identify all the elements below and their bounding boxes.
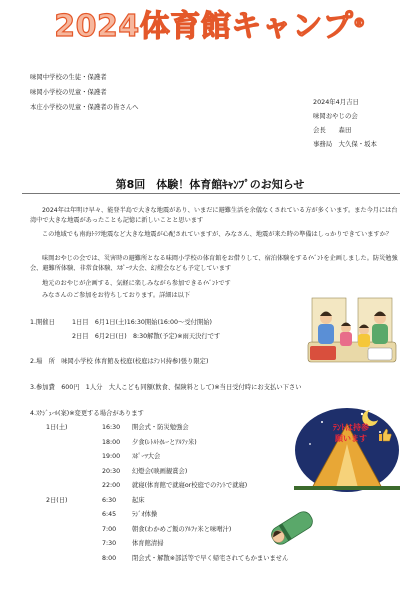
schedule-desc: ｽﾎﾟｰﾂ大会	[132, 453, 161, 460]
schedule-desc: 閉会式・解散※部活等で早く帰宅されてもかまいません	[132, 554, 289, 562]
schedule-desc: ﾗｼﾞｵ体操	[132, 511, 158, 518]
sender-date: 2024年4月吉日	[313, 98, 359, 106]
place-line: 2.場 所 味岡小学校 体育館＆校庭(校庭はﾃﾝﾄ(持参)張り限定)	[30, 358, 209, 365]
schedule-desc: 就寝(体育館で就寝or校庭でのﾃﾝﾄで就寝)	[132, 482, 248, 489]
thumbs-up-icon	[378, 428, 392, 442]
recipient-3: 本庄小学校の児童・保護者の皆さんへ	[30, 103, 139, 111]
paragraph-invite: みなさんのご参加をお待ちしております。詳細は以下	[42, 292, 191, 299]
recipient-1: 味岡中学校の生徒・保護者	[30, 73, 107, 81]
heading-divider	[22, 193, 400, 194]
schedule-title: 4.ｽｹｼﾞｭｰﾙ(案)※変更する場合があります	[30, 410, 144, 417]
date-label: 1.開催日	[30, 319, 55, 326]
schedule-time: 7:00	[102, 525, 117, 533]
schedule-time: 16:30	[102, 424, 121, 431]
fee-line: 3.参加費 600円 1人分 大人こども同額(飲食、保険料として)※当日受付時にお支払い下さい	[30, 384, 302, 391]
schedule-time: 19:00	[102, 453, 121, 460]
schedule-time: 22:00	[102, 482, 121, 489]
date-day1: 1日目 6月1日(土)16:30開始(16:00～受付開始)	[72, 319, 212, 326]
schedule-desc: 開会式・防災勉強会	[132, 424, 189, 431]
sleeping-bag-illustration	[264, 505, 320, 551]
sender-chair: 会長 森田	[313, 126, 352, 134]
event-title: 2024体育館キャンプ®	[54, 9, 366, 44]
paragraph-noto: 2024年は年明け早々、能登半島で大きな地震があり、いまだに避難生活を余儀なくされている方が多くいます。また今月には台湾中で大きな地震があったことも記憶に新しいことと思います	[30, 207, 398, 224]
tent-night-illustration	[292, 400, 402, 492]
date-day2: 2日目 6月2日(日) 8:30解散(予定)※雨天決行です	[72, 333, 221, 340]
paragraph-event: 味岡おやじの会では、災害時の避難所となる味岡小学校の体育館をお借りして、宿泊体験をするｲﾍﾞﾝﾄを企画しました。防災勉強会、避難所体験、非常食体験、ｽﾎﾟｰﾂ大会、幻燈会なども予定しています	[30, 255, 398, 272]
schedule-time: 6:30	[102, 496, 117, 504]
tent-note-line2: 願います	[335, 434, 367, 443]
schedule-time: 18:00	[102, 438, 121, 446]
sender-office: 事務局 大久保・坂本	[313, 140, 377, 148]
notice-heading: 第8回 体験！体育館ｷｬﾝﾌﾟのお知らせ	[115, 178, 305, 191]
recipient-2: 味岡小学校の児童・保護者	[30, 88, 107, 96]
schedule-time: 6:45	[102, 511, 117, 518]
tent-note-line1: ﾃﾝﾄは持参	[333, 423, 369, 432]
paragraph-casual: 地元のおやじが企画する、気軽に楽しみながら参加できるｲﾍﾞﾝﾄです	[42, 280, 231, 287]
schedule-time: 8:00	[102, 554, 117, 562]
schedule-desc: 夕食(ﾚﾄﾙﾄｶﾚｰとｱﾙﾌｧ米)	[132, 438, 197, 446]
schedule-desc: 幻燈会(映画観賞会)	[132, 467, 188, 475]
schedule-day: 1日(土)	[46, 424, 68, 431]
schedule-desc: 朝食(わかめご飯のｱﾙﾌｧ米と味噌汁)	[132, 525, 232, 533]
family-shelter-illustration	[306, 294, 398, 364]
schedule-desc: 体育館清掃	[132, 540, 164, 547]
sender-org: 味岡おやじの会	[313, 112, 358, 120]
paragraph-nankai: この地域でも南海ﾄﾗﾌ地震など大きな地震が心配されていますが、みなさん、地震が来た時の準備はしっかりできていますか？	[42, 231, 392, 238]
schedule-desc: 起床	[132, 496, 145, 504]
schedule-time: 20:30	[102, 467, 121, 475]
schedule-time: 7:30	[102, 540, 117, 547]
schedule-day: 2日(日)	[46, 496, 68, 504]
